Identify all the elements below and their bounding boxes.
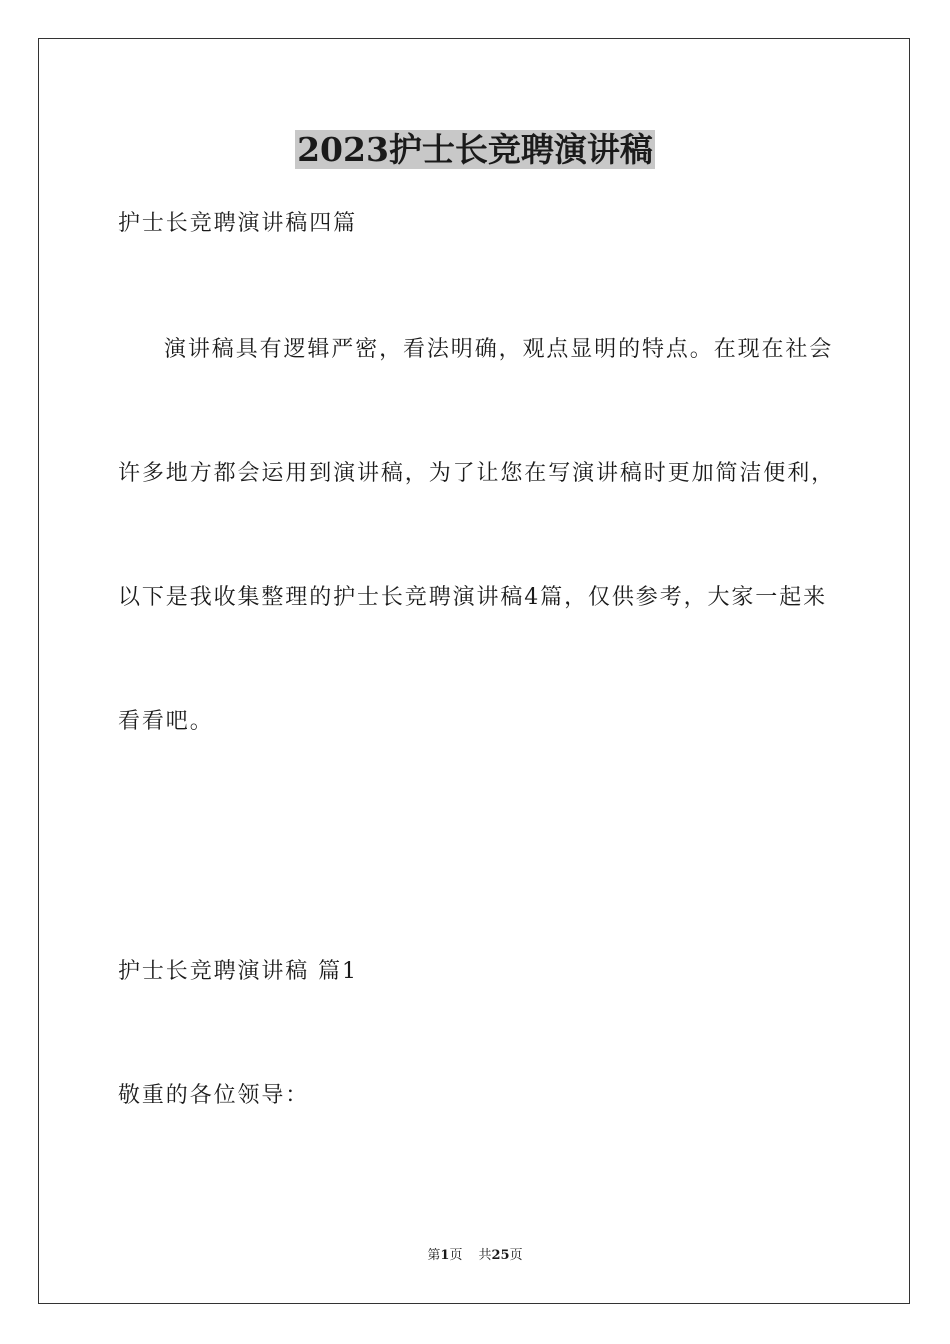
- document-title-text: 2023护士长竞聘演讲稿: [297, 130, 653, 169]
- document-subtitle: 护士长竞聘演讲稿四篇: [118, 211, 358, 236]
- page-number: 1: [440, 1248, 450, 1263]
- intro-line-3: 以下是我收集整理的护士长竞聘演讲稿4篇，仅供参考，大家一起来: [118, 585, 827, 610]
- document-title: [0, 128, 950, 172]
- total-pages: 25: [491, 1248, 510, 1263]
- intro-line-2: 许多地方都会运用到演讲稿，为了让您在写演讲稿时更加简洁便利，: [118, 461, 836, 486]
- intro-line-1: 演讲稿具有逻辑严密，看法明确，观点显明的特点。在现在社会: [164, 337, 834, 362]
- intro-line-4: 看看吧。: [118, 709, 214, 734]
- page-prefix: 第: [427, 1248, 441, 1263]
- page-suffix: 页: [449, 1248, 463, 1263]
- salutation: 敬重的各位领导：: [118, 1083, 310, 1108]
- page-footer: [0, 1247, 950, 1265]
- total-prefix: 共: [478, 1248, 492, 1263]
- section-heading: 护士长竞聘演讲稿 篇1: [118, 959, 358, 984]
- total-suffix: 页: [509, 1248, 523, 1263]
